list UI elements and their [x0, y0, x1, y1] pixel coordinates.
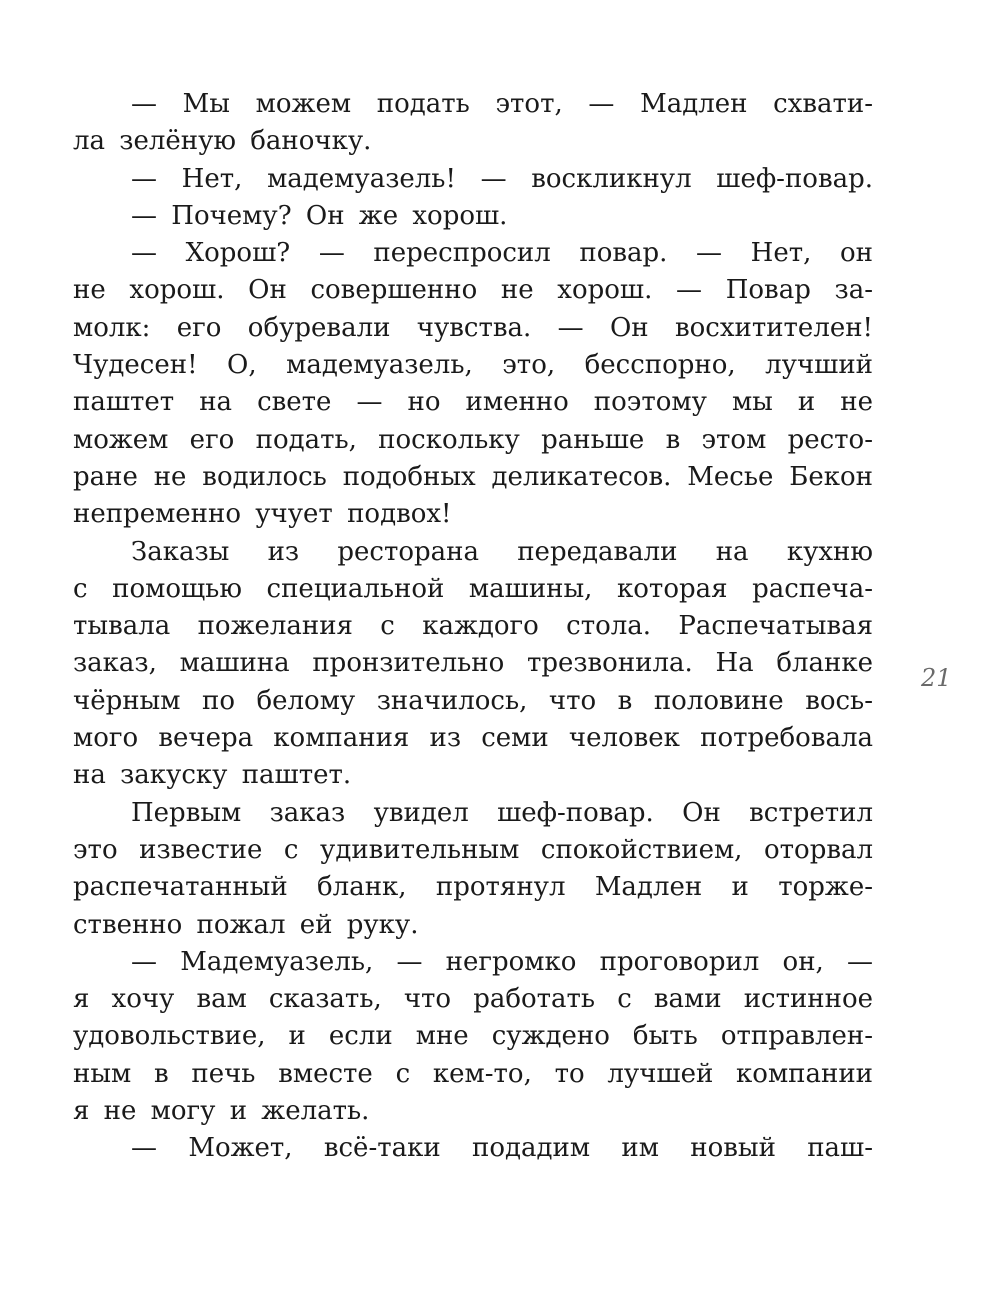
text-line: не хорош. Он совершенно не хорош. — Повар за-: [73, 275, 873, 306]
text-line: распечатанный бланк, протянул Мадлен и торже-: [73, 872, 873, 903]
text-line: удовольствие, и если мне суждено быть отправлен-: [73, 1021, 873, 1052]
body-text: [73, 86, 873, 1168]
text-line: ным в печь вместе с кем-то, то лучшей компании: [73, 1058, 873, 1089]
text-line: — Мадемуазель, — негромко проговорил он, —: [131, 946, 873, 977]
text-line: — Нет, мадемуазель! — воскликнул шеф-повар.: [131, 163, 873, 194]
text-line: на закуску паштет.: [73, 760, 352, 791]
text-line: — Хорош? — переспросил повар. — Нет, он: [131, 238, 873, 269]
text-line: паштет на свете — но именно поэтому мы и не: [73, 387, 873, 418]
text-line: мого вечера компания из семи человек потребовала: [73, 723, 873, 754]
text-line: Заказы из ресторана передавали на кухню: [131, 536, 873, 567]
text-line: я хочу вам сказать, что работать с вами истинное: [73, 984, 873, 1015]
text-line: ственно пожал ей руку.: [73, 909, 419, 940]
text-line: Первым заказ увидел шеф-повар. Он встретил: [131, 797, 873, 828]
text-line: заказ, машина пронзительно трезвонила. На бланке: [73, 648, 873, 679]
text-line: ла зелёную баночку.: [73, 126, 372, 157]
text-line: это известие с удивительным спокойствием, оторвал: [73, 834, 873, 865]
text-line: ране не водилось подобных деликатесов. Месье Бекон: [73, 461, 873, 492]
text-line: я не могу и желать.: [73, 1096, 370, 1127]
text-line: тывала пожелания с каждого стола. Распечатывая: [73, 611, 873, 642]
text-line: можем его подать, поскольку раньше в этом ресто-: [73, 424, 873, 455]
text-line: — Почему? Он же хорош.: [131, 200, 508, 231]
text-line: молк: его обуревали чувства. — Он восхитителен!: [73, 312, 873, 343]
text-line: — Может, всё-таки подадим им новый паш-: [131, 1133, 873, 1164]
page-number: 21: [921, 664, 952, 692]
text-line: непременно учует подвох!: [73, 499, 452, 530]
text-line: с помощью специальной машины, которая распеча-: [73, 573, 873, 604]
text-line: — Мы можем подать этот, — Мадлен схвати-: [131, 89, 873, 119]
text-line: Чудесен! О, мадемуазель, это, бесспорно, лучший: [73, 350, 873, 381]
text-line: чёрным по белому значилось, что в половине вось-: [73, 685, 873, 716]
